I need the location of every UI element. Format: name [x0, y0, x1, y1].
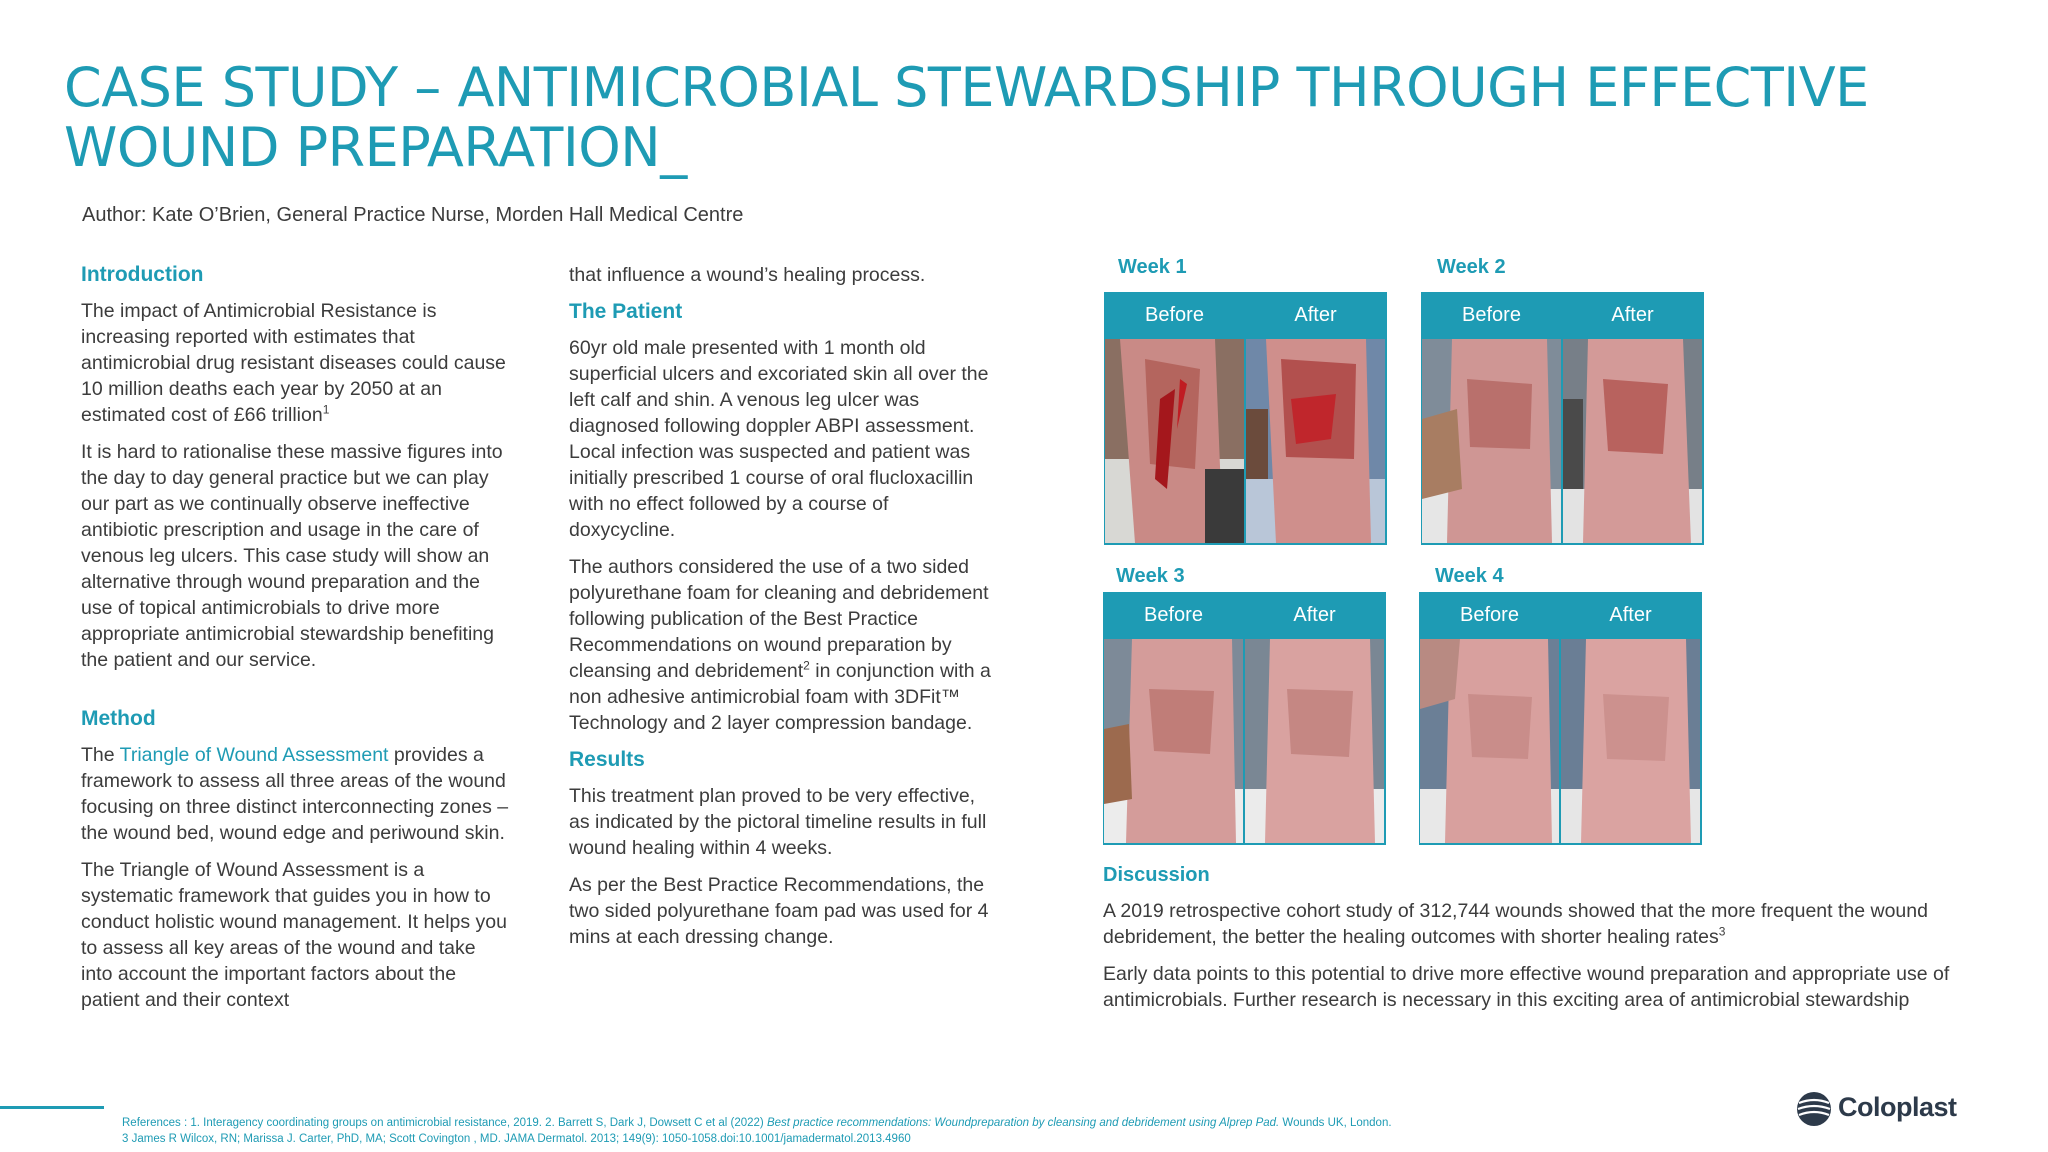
week-1-after-header: After [1294, 304, 1337, 326]
week-2-label: Week 2 [1437, 256, 1506, 278]
title-line-2: WOUND PREPARATION_ [64, 116, 687, 179]
results-paragraph-2: As per the Best Practice Recommendations, the two sided polyurethane foam pad was used for 4 mins at each dressing change. [569, 874, 989, 948]
coloplast-logo-mark [1796, 1091, 1832, 1127]
column-middle [569, 262, 999, 961]
discussion-paragraph-2: Early data points to this potential to drive more effective wound preparation and appropriate use of antimicrobials. Further research is necessary in this exciting area of antimicrobial stewardship [1103, 963, 1950, 1011]
week-2-after-photo [1563, 339, 1702, 543]
references-line-2: 3 James R Wilcox, RN; Marissa J. Carter, PhD, MA; Scott Covington , MD. JAMA Dermatol. 2013; 149(9): 1050-1058.doi:10.1001/jamadermatol.2013.4960 [122, 1133, 911, 1145]
patient-text-pre: The authors considered the use of a two sided polyurethane foam for cleaning and debridement following publication of the Best Practice Recommendations on wound preparation by cleansing and debridement [569, 556, 989, 682]
week-1-label: Week 1 [1118, 256, 1187, 278]
method-heading: Method [81, 707, 156, 730]
reference-marker-2: 2 [803, 658, 810, 673]
discussion-section [1103, 862, 1963, 1024]
coloplast-logo-text: Coloplast [1838, 1092, 1957, 1122]
author-line: Author: Kate O’Brien, General Practice Nurse, Morden Hall Medical Centre [82, 204, 744, 226]
triangle-assessment-link[interactable]: Triangle of Wound Assessment [119, 744, 389, 766]
introduction-paragraph-2: It is hard to rationalise these massive figures into the day to day general practice but we can play our part as we continually observe ineffective antibiotic prescription and usage in the care of venous leg ulcers. This case study will show an alternative through wound preparation and the use of topical antimicrobials to drive more appropriate antimicrobial stewardship benefiting the patient and our service. [81, 441, 503, 671]
week-1-before-header: Before [1145, 304, 1204, 326]
references-line-1-post: Wounds UK, London. [1279, 1117, 1392, 1129]
week-1-photo-grid [1104, 292, 1387, 545]
week-4-before-photo [1420, 639, 1559, 843]
column-left [81, 262, 511, 1024]
week-4-after-header: After [1609, 604, 1652, 626]
results-paragraph-1: This treatment plan proved to be very effective, as indicated by the pictoral timeline results in full wound healing within 4 weeks. [569, 785, 987, 859]
week-1-before-photo [1105, 339, 1244, 543]
week-4-after-photo [1561, 639, 1700, 843]
method-paragraph-2: The Triangle of Wound Assessment is a systematic framework that guides you in how to conduct holistic wound management. It helps you to assess all key areas of the wound and take into account the important factors about the patient and their context [81, 859, 508, 1011]
results-heading: Results [569, 748, 645, 771]
week-4-label: Week 4 [1435, 565, 1504, 587]
week-3-after-photo [1245, 639, 1384, 843]
references-line-1 [122, 1115, 1522, 1131]
poster-title [64, 58, 2004, 178]
references-line-1-pre: References : 1. Interagency coordinating groups on antimicrobial resistance, 2019. 2. Barrett S, Dark J, Dowsett C et al (2022) [122, 1117, 767, 1129]
method-paragraph-1 [81, 742, 511, 846]
week-3-before-photo [1104, 639, 1243, 843]
patient-paragraph-1: 60yr old male presented with 1 month old superficial ulcers and excoriated skin all over the left calf and shin. A venous leg ulcer was diagnosed following doppler ABPI assessment. Local infection was suspected and patient was initially prescribed 1 course of oral flucloxacillin with no effect followed by a course of doxycycline. [569, 337, 989, 541]
title-line-1: CASE STUDY – ANTIMICROBIAL STEWARDSHIP THROUGH EFFECTIVE [64, 56, 1869, 119]
discussion-text-1: A 2019 retrospective cohort study of 312,744 wounds showed that the more frequent the wound debridement, the better the healing outcomes with shorter healing rates [1103, 900, 1928, 948]
week-1-after-photo [1246, 339, 1385, 543]
discussion-heading: Discussion [1103, 864, 1210, 886]
week-4-photo-grid [1419, 592, 1702, 845]
week-3-photo-grid [1103, 592, 1386, 845]
references [122, 1115, 1522, 1147]
method-text-post: provides a framework to assess all three areas of the wound focusing on three distinct interconnecting zones – the wound bed, wound edge and periwound skin. [81, 744, 509, 844]
week-3-after-header: After [1293, 604, 1336, 626]
week-3-before-header: Before [1144, 604, 1203, 626]
week-2-after-header: After [1611, 304, 1654, 326]
reference-marker-1: 1 [322, 402, 330, 417]
footer-accent-rule [0, 1106, 104, 1109]
week-2-before-header: Before [1462, 304, 1521, 326]
discussion-paragraph-1 [1103, 898, 1963, 950]
references-line-1-title: Best practice recommendations: Woundpreparation by cleansing and debridement using Alprep Pad. [766, 1117, 1280, 1129]
method-paragraph-continued: that influence a wound’s healing process. [569, 264, 926, 286]
patient-heading: The Patient [569, 300, 683, 323]
reference-marker-3: 3 [1718, 924, 1726, 939]
patient-text-post: in conjunction with a non adhesive antimicrobial foam with 3DFit™ Technology and 2 layer compression bandage. [569, 660, 991, 734]
introduction-heading: Introduction [81, 263, 204, 286]
week-2-before-photo [1422, 339, 1561, 543]
patient-paragraph-2 [569, 554, 999, 736]
week-2-photo-grid [1421, 292, 1704, 545]
week-3-label: Week 3 [1116, 565, 1185, 587]
coloplast-logo [1796, 1088, 1956, 1128]
method-text-pre: The [81, 744, 120, 766]
introduction-text-1: The impact of Antimicrobial Resistance is increasing reported with estimates that antimicrobial drug resistant diseases could cause 10 million deaths each year by 2050 at an estimated cost of £66 trillion [81, 300, 506, 426]
week-4-before-header: Before [1460, 604, 1519, 626]
introduction-paragraph-1 [81, 298, 511, 428]
